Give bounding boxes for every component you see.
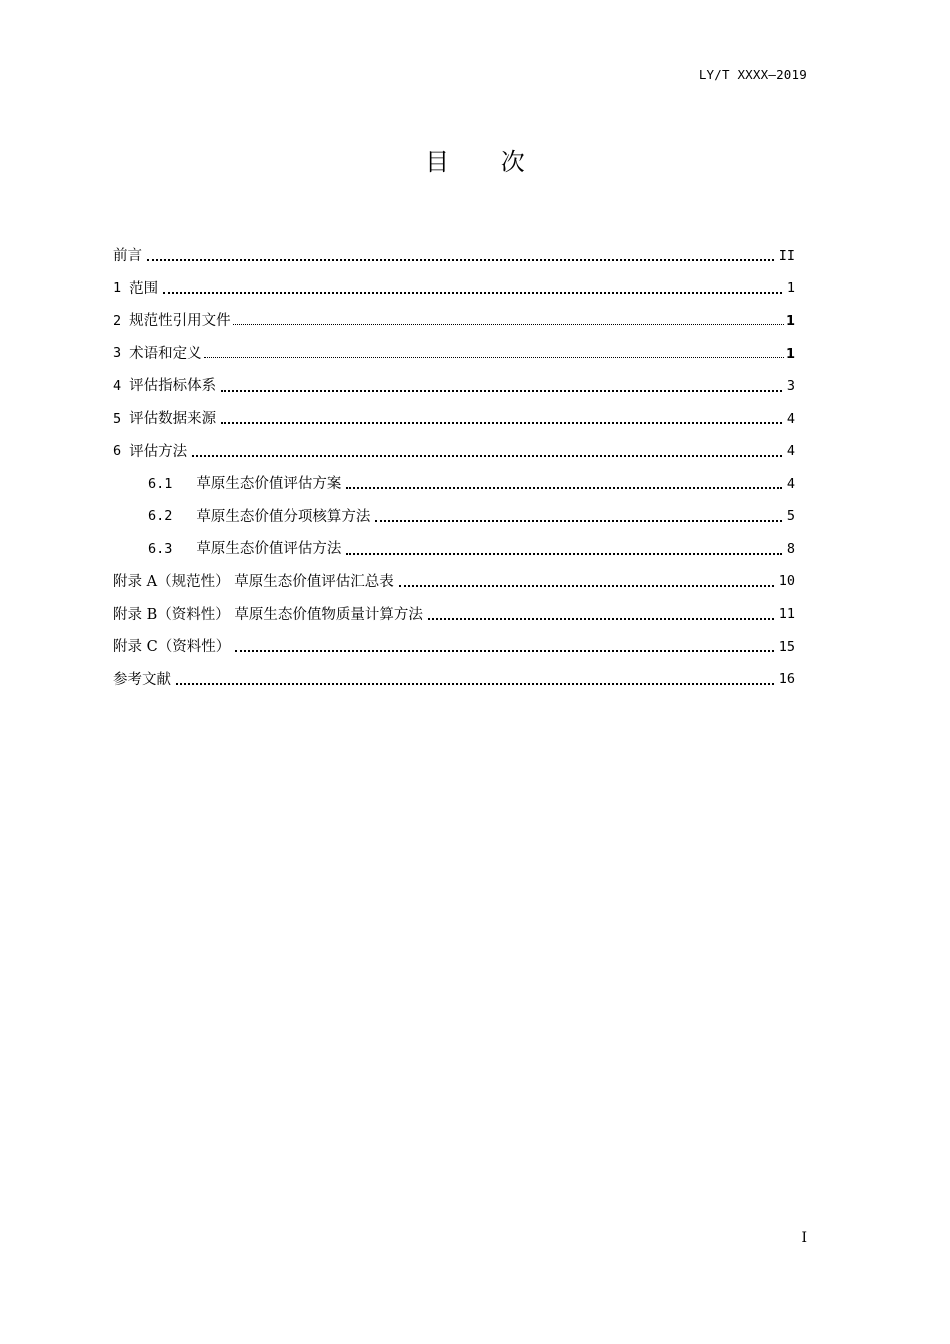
- toc-entry[interactable]: [113, 468, 795, 501]
- toc-dot-leader: [428, 604, 774, 620]
- toc-entry[interactable]: [113, 240, 795, 273]
- toc-entry[interactable]: [113, 436, 795, 469]
- toc-entry[interactable]: [113, 338, 795, 371]
- toc-entry-title: 附录 C（资料性）: [113, 639, 231, 656]
- toc-dot-leader: [192, 441, 782, 457]
- toc-dot-leader: [235, 636, 774, 652]
- toc-dot-leader: [221, 376, 782, 392]
- toc-entry-page: 4: [786, 410, 795, 427]
- toc-entry-title: 附录 A（规范性） 草原生态价值评估汇总表: [113, 573, 394, 590]
- toc-dot-leader: [233, 309, 784, 325]
- page-number: I: [801, 1230, 807, 1246]
- toc-entry-number: 4: [113, 377, 122, 394]
- toc-entry-page: 1: [786, 280, 795, 297]
- toc-entry-page: 10: [778, 573, 795, 590]
- toc-entry-title: 评估数据来源: [129, 411, 217, 428]
- page-title: 目 次: [425, 148, 547, 176]
- toc-entry[interactable]: [113, 566, 795, 599]
- toc-entry-title: 草原生态价值评估方法: [196, 541, 342, 558]
- toc-dot-leader: [346, 473, 781, 489]
- toc-dot-leader: [147, 245, 774, 261]
- standard-code: LY/T XXXX—2019: [698, 67, 807, 82]
- toc-entry-page: 4: [786, 443, 795, 460]
- toc-entry-page: 1: [785, 346, 795, 362]
- toc-entry-title: 草原生态价值评估方案: [196, 476, 342, 493]
- toc-dot-leader: [176, 669, 774, 685]
- toc-entry[interactable]: [113, 305, 795, 338]
- toc-entry[interactable]: [113, 501, 795, 534]
- toc-entry-number: 6.1: [148, 475, 173, 492]
- toc-entry-title: 前言: [113, 248, 142, 265]
- toc-dot-leader: [399, 571, 774, 587]
- toc-entry-page: 8: [786, 540, 795, 557]
- toc-entry-title: 评估方法: [129, 443, 188, 460]
- toc-entry-page: 1: [785, 313, 795, 329]
- toc-entry-title: 规范性引用文件: [129, 313, 231, 330]
- toc-dot-leader: [375, 506, 781, 522]
- toc-entry-title: 术语和定义: [129, 345, 202, 362]
- toc-entry-number: 2: [113, 312, 122, 329]
- toc-entry[interactable]: [113, 631, 795, 664]
- toc-dot-leader: [346, 539, 781, 555]
- toc-entry-page: 11: [778, 606, 795, 623]
- table-of-contents: [113, 240, 795, 696]
- toc-entry-page: 3: [786, 377, 795, 394]
- toc-entry-title: 附录 B（资料性） 草原生态价值物质量计算方法: [113, 606, 423, 623]
- toc-entry-title: 范围: [129, 280, 159, 297]
- toc-entry-number: 6: [113, 443, 122, 460]
- toc-entry[interactable]: [113, 403, 795, 436]
- toc-entry[interactable]: [113, 273, 795, 306]
- toc-dot-leader: [221, 408, 782, 424]
- toc-entry[interactable]: [113, 599, 795, 632]
- toc-entry-title: 参考文献: [113, 671, 171, 688]
- toc-dot-leader: [204, 342, 784, 358]
- toc-entry[interactable]: [113, 370, 795, 403]
- toc-entry-page: II: [778, 247, 795, 264]
- toc-entry-title: 草原生态价值分项核算方法: [196, 508, 371, 525]
- toc-entry-number: 3: [113, 345, 122, 362]
- toc-entry[interactable]: [113, 533, 795, 566]
- toc-entry-number: 5: [113, 410, 122, 427]
- toc-entry-page: 5: [786, 508, 795, 525]
- toc-entry-page: 4: [786, 475, 795, 492]
- toc-entry-page: 15: [778, 638, 795, 655]
- toc-entry-number: 1: [113, 280, 122, 297]
- toc-entry[interactable]: [113, 664, 795, 697]
- toc-entry-title: 评估指标体系: [129, 378, 217, 395]
- toc-entry-number: 6.3: [148, 540, 173, 557]
- toc-dot-leader: [163, 278, 782, 294]
- toc-entry-page: 16: [778, 671, 795, 688]
- toc-entry-number: 6.2: [148, 508, 173, 525]
